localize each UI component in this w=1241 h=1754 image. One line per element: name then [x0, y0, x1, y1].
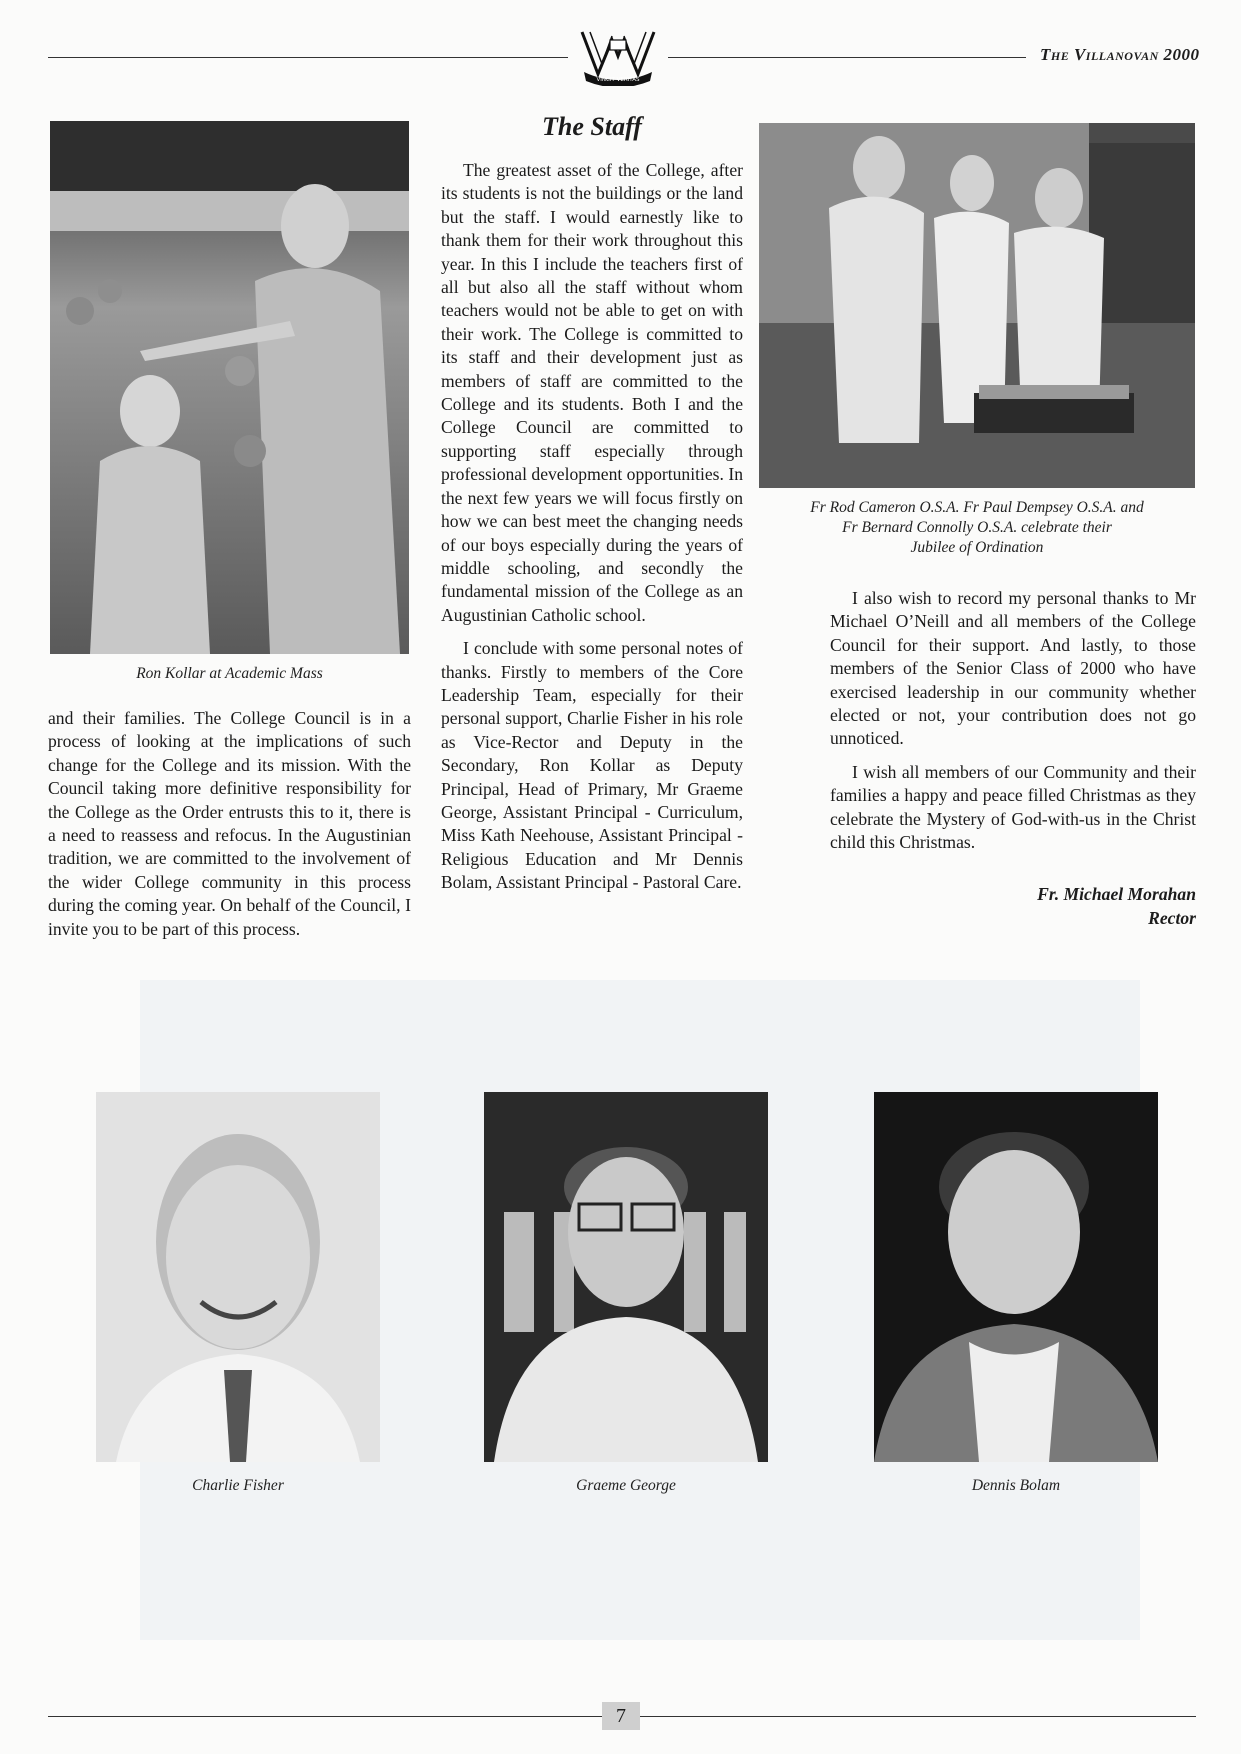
article-column-1	[48, 707, 411, 941]
publication-title: The Villanovan 2000	[1040, 45, 1200, 64]
article-column-3	[830, 587, 1196, 854]
signature	[900, 882, 1196, 930]
college-logo	[578, 26, 658, 86]
col3-paragraph-2: I wish all members of our Community and their families a happy and peace filled Christmas as they celebrate the Mystery of God-with-us in the Christ child this Christmas.	[830, 761, 1196, 853]
caption-dennis-bolam: Dennis Bolam	[971, 1477, 1061, 1494]
signature-title: Rector	[1148, 908, 1196, 928]
caption-right-photo	[759, 498, 1195, 558]
portrait-charlie-fisher	[96, 1092, 380, 1462]
caption-right-line-3: Jubilee of Ordination	[910, 539, 1044, 556]
footer-rule-right	[640, 1716, 1196, 1717]
header-rule-left	[48, 57, 568, 58]
signature-name: Fr. Michael Morahan	[1037, 884, 1196, 904]
col3-paragraph-1: I also wish to record my personal thanks to Mr Michael O’Neill and all members of the College Council for their support. And lastly, to those members of the Senior Class of 2000 who have exercised leadership in our community whether elected or not, your contribution does not go unnoticed.	[830, 588, 1196, 749]
footer-rule-left	[48, 1716, 602, 1717]
photo-ron-kollar	[50, 121, 409, 654]
header-rule-right	[668, 57, 1026, 58]
photo-jubilee-priests	[759, 123, 1195, 488]
caption-right-line-2: Fr Bernard Connolly O.S.A. celebrate their	[842, 519, 1112, 536]
caption-charlie-fisher: Charlie Fisher	[192, 1477, 284, 1494]
caption-right-line-1: Fr Rod Cameron O.S.A. Fr Paul Dempsey O.S.A. and	[810, 499, 1144, 516]
col2-paragraph-2: I conclude with some personal notes of thanks. Firstly to members of the Core Leadership Team, especially for their personal support, Charlie Fisher in his role as Vice-Rector and Deputy in the Secondary, Ron Kollar as Deputy Principal, Head of Primary, Mr Graeme George, Assistant Principal - Curriculum, Miss Kath Neehouse, Assistant Principal - Religious Education and Mr Dennis Bolam, Assistant Principal - Pastoral Care.	[441, 638, 743, 893]
page-number: 7	[602, 1702, 640, 1730]
portrait-graeme-george	[484, 1092, 768, 1462]
col2-paragraph-1: The greatest asset of the College, after its students is not the buildings or the land but the staff. I would earnestly like to thank them for their work throughout this year. In this I include the teachers first of all but also all the staff without whom teachers would not be able to get on with their work. The College is committed to its staff and their development just as members of staff are committed to the College and its students. Both I and the College Council are committed to supporting staff especially through professional development opportunities. In the next few years we will focus firstly on how we can best meet the changing needs of our boys especially during the years of middle schooling, and secondly the fundamental mission of the College as an Augustinian Catholic school.	[441, 160, 743, 625]
article-column-2	[441, 159, 743, 895]
portrait-dennis-bolam	[874, 1092, 1158, 1462]
logo-motto: VINCIT VERITAS	[596, 77, 640, 83]
caption-graeme-george: Graeme George	[576, 1477, 676, 1494]
article-heading: The Staff	[542, 112, 642, 141]
col1-paragraph-1: and their families. The College Council is in a process of looking at the implications of such change for the College and its mission. With the Council taking more definitive responsibility for the College as the Order entrusts this to it, there is a need to reassess and refocus. In the Augustinian tradition, we are committed to the involvement of the wider College community in this process during the coming year. On behalf of the Council, I invite you to be part of this process.	[48, 708, 411, 939]
caption-left-photo: Ron Kollar at Academic Mass	[136, 665, 323, 682]
